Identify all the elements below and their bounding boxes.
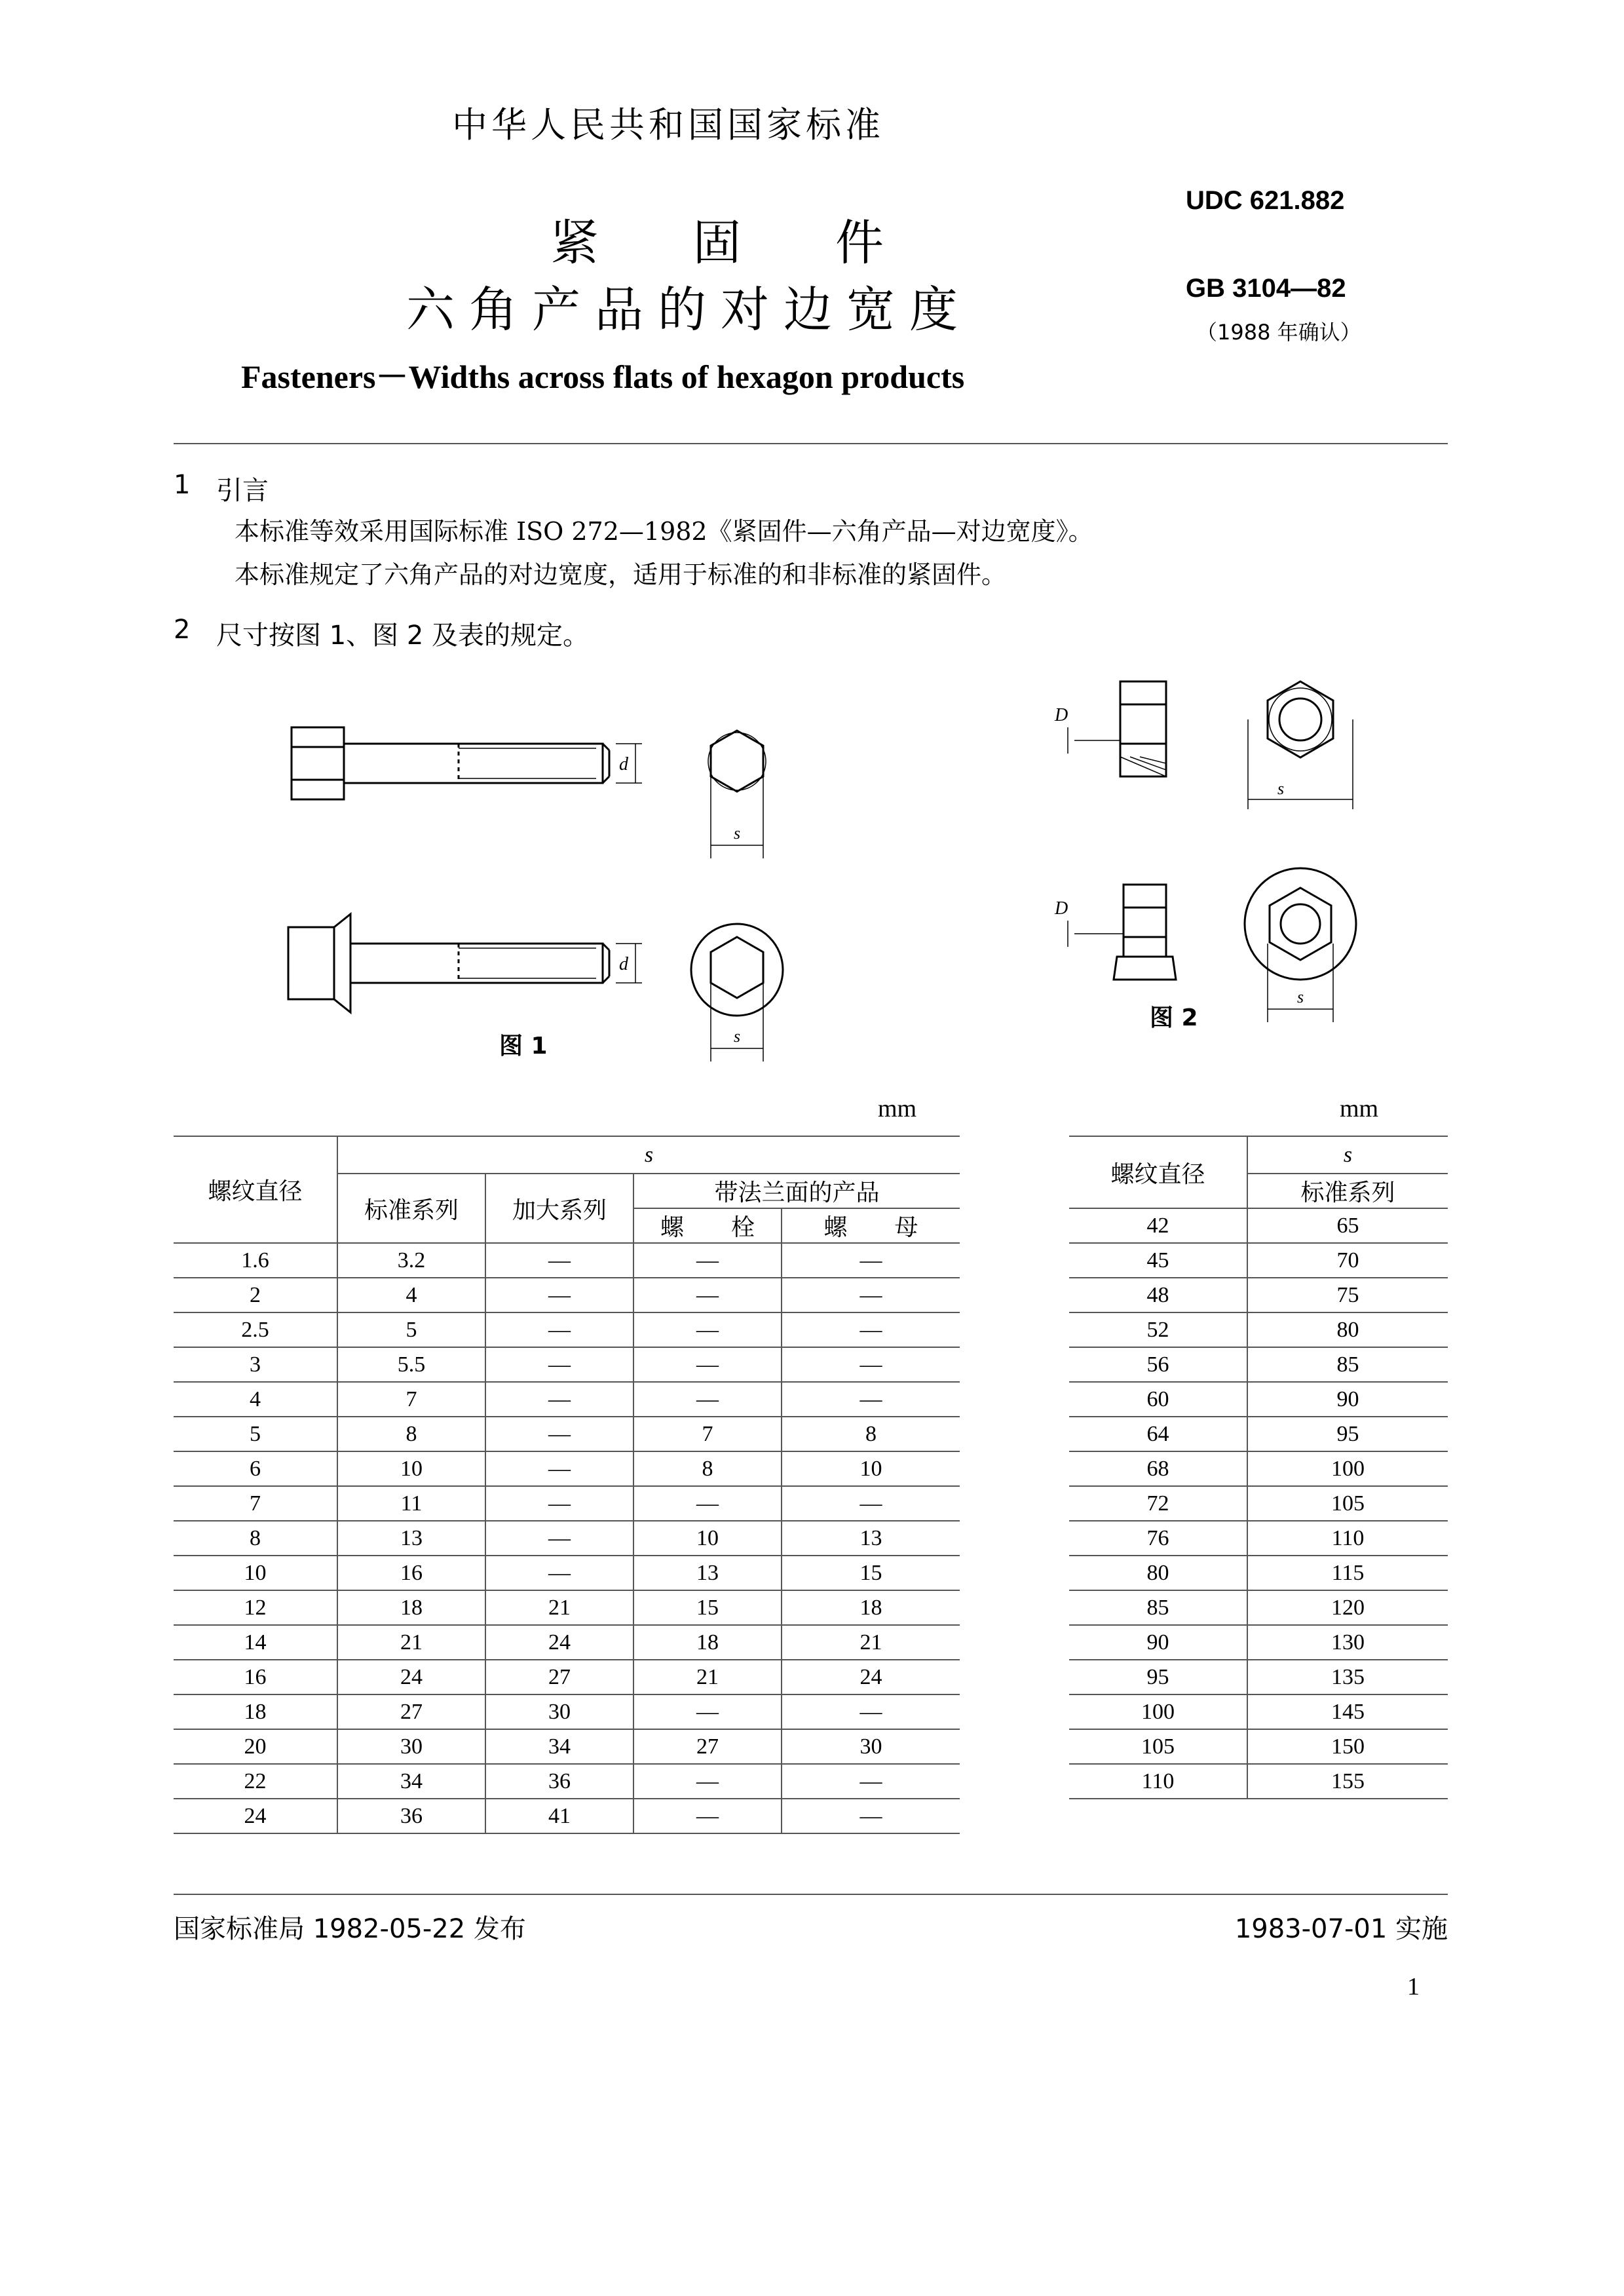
- page-subtitle: 六角产品的对边宽度: [406, 282, 972, 338]
- dimension-s-label: s: [1277, 779, 1285, 798]
- table-cell: 5: [337, 1312, 485, 1347]
- right-table-unit: mm: [1340, 1095, 1379, 1122]
- table-cell: 8: [337, 1417, 485, 1451]
- table-cell: 75: [1247, 1278, 1448, 1312]
- table-cell: 72: [1069, 1486, 1247, 1521]
- table-cell: 5: [174, 1417, 337, 1451]
- header-thread-diameter: 螺纹直径: [174, 1136, 337, 1243]
- left-table-unit: mm: [878, 1095, 917, 1122]
- table-cell: 21: [337, 1625, 485, 1660]
- table-cell: 90: [1247, 1382, 1448, 1417]
- table-cell: 30: [782, 1729, 960, 1764]
- table-cell: —: [782, 1382, 960, 1417]
- flange-nut-end-view: [1245, 868, 1356, 1022]
- figure-1-drawing: [275, 708, 852, 1062]
- section-2-heading: 尺寸按图 1、图 2 及表的规定。: [216, 621, 590, 651]
- table-cell: 85: [1247, 1347, 1448, 1382]
- table-cell: —: [782, 1347, 960, 1382]
- dimension-s-label: s: [1297, 987, 1304, 1006]
- table-cell: 5.5: [337, 1347, 485, 1382]
- table-row: [174, 1590, 960, 1625]
- table-cell: 11: [337, 1486, 485, 1521]
- table-cell: 30: [337, 1729, 485, 1764]
- dimension-s-label: s: [734, 824, 741, 843]
- effective-date: 1983-07-01 实施: [1234, 1914, 1448, 1944]
- table-cell: 20: [174, 1729, 337, 1764]
- table-cell: 13: [337, 1521, 485, 1556]
- figure-2-caption: 图 2: [1150, 1004, 1198, 1031]
- table-cell: 64: [1069, 1417, 1247, 1451]
- table-cell: 7: [174, 1486, 337, 1521]
- section-1-heading: 引言: [216, 476, 269, 506]
- table-row: [1069, 1417, 1448, 1451]
- table-cell: —: [485, 1451, 633, 1486]
- footer-divider: [174, 1894, 1448, 1895]
- table-cell: 76: [1069, 1521, 1247, 1556]
- hex-bolt-end-view: [708, 731, 766, 858]
- table-cell: 135: [1247, 1660, 1448, 1694]
- table-cell: 34: [485, 1729, 633, 1764]
- table-cell: 7: [633, 1417, 782, 1451]
- header-divider: [174, 443, 1448, 444]
- dimension-D-label: D: [1055, 705, 1068, 725]
- table-cell: 56: [1069, 1347, 1247, 1382]
- table-cell: —: [782, 1278, 960, 1312]
- table-cell: 10: [782, 1451, 960, 1486]
- table-cell: 18: [782, 1590, 960, 1625]
- figure-1-caption: 图 1: [499, 1033, 548, 1060]
- table-cell: 4: [174, 1382, 337, 1417]
- table-cell: 42: [1069, 1208, 1247, 1243]
- table-cell: —: [485, 1347, 633, 1382]
- header-nut: 螺 母: [782, 1208, 960, 1243]
- table-cell: 15: [782, 1556, 960, 1590]
- table-cell: —: [782, 1764, 960, 1799]
- table-cell: —: [485, 1556, 633, 1590]
- table-cell: 18: [174, 1694, 337, 1729]
- table-cell: —: [633, 1694, 782, 1729]
- table-cell: 41: [485, 1799, 633, 1833]
- table-cell: —: [782, 1486, 960, 1521]
- table-cell: 21: [782, 1625, 960, 1660]
- table-row: [1069, 1556, 1448, 1590]
- table-cell: 8: [633, 1451, 782, 1486]
- table-cell: —: [633, 1312, 782, 1347]
- table-row: [1069, 1625, 1448, 1660]
- left-widths-table: [174, 1136, 960, 1834]
- table-row: [1069, 1208, 1448, 1243]
- table-cell: 8: [174, 1521, 337, 1556]
- table-row: [1069, 1278, 1448, 1312]
- table-row: [174, 1486, 960, 1521]
- table-cell: 10: [174, 1556, 337, 1590]
- table-cell: 110: [1247, 1521, 1448, 1556]
- table-row: [174, 1417, 960, 1451]
- table-cell: —: [782, 1243, 960, 1278]
- table-cell: 115: [1247, 1556, 1448, 1590]
- table-cell: 100: [1247, 1451, 1448, 1486]
- table-row: [174, 1347, 960, 1382]
- hex-nut-side-view: [1054, 681, 1166, 776]
- table-cell: 85: [1069, 1590, 1247, 1625]
- table-row: [1069, 1729, 1448, 1764]
- table-cell: 52: [1069, 1312, 1247, 1347]
- table-cell: 155: [1247, 1764, 1448, 1799]
- table-cell: 16: [174, 1660, 337, 1694]
- table-cell: —: [633, 1799, 782, 1833]
- dimension-d-label: d: [619, 754, 628, 775]
- dimension-d-label: d: [619, 954, 628, 974]
- table-cell: 22: [174, 1764, 337, 1799]
- table-row: [174, 1243, 960, 1278]
- table-cell: —: [633, 1486, 782, 1521]
- table-cell: 30: [485, 1694, 633, 1729]
- table-cell: 70: [1247, 1243, 1448, 1278]
- table-cell: —: [485, 1417, 633, 1451]
- english-title: Fasteners－Widths across flats of hexagon products: [241, 358, 965, 395]
- table-cell: 18: [337, 1590, 485, 1625]
- gb-number: GB 3104—82: [1186, 274, 1346, 303]
- table-cell: 13: [633, 1556, 782, 1590]
- section-1-paragraph-2: 本标准规定了六角产品的对边宽度，适用于标准的和非标准的紧固件。: [235, 560, 1007, 589]
- table-row: [174, 1556, 960, 1590]
- table-cell: 24: [485, 1625, 633, 1660]
- table-cell: 1.6: [174, 1243, 337, 1278]
- table-cell: —: [633, 1347, 782, 1382]
- table-cell: 3: [174, 1347, 337, 1382]
- table-cell: —: [485, 1382, 633, 1417]
- hex-nut-end-view: [1248, 681, 1353, 809]
- table-cell: 110: [1069, 1764, 1247, 1799]
- table-row: [1069, 1382, 1448, 1417]
- table-row: [174, 1764, 960, 1799]
- table-cell: 12: [174, 1590, 337, 1625]
- flange-bolt-end-view: [691, 924, 783, 1062]
- header-standard-series: 标准系列: [337, 1174, 485, 1243]
- table-cell: 24: [174, 1799, 337, 1833]
- table-cell: 10: [633, 1521, 782, 1556]
- table-cell: 145: [1247, 1694, 1448, 1729]
- table-cell: 13: [782, 1521, 960, 1556]
- table-row: [174, 1694, 960, 1729]
- table-cell: —: [633, 1764, 782, 1799]
- table-cell: 24: [337, 1660, 485, 1694]
- table-row: [1069, 1347, 1448, 1382]
- table-cell: 8: [782, 1417, 960, 1451]
- table-cell: 36: [485, 1764, 633, 1799]
- table-cell: 68: [1069, 1451, 1247, 1486]
- table-row: [1069, 1486, 1448, 1521]
- hex-bolt-side-view: [292, 727, 642, 799]
- table-row: [174, 1729, 960, 1764]
- table-cell: —: [782, 1694, 960, 1729]
- table-cell: —: [485, 1243, 633, 1278]
- flange-nut-side-view: [1054, 885, 1176, 980]
- table-cell: 80: [1069, 1556, 1247, 1590]
- table-cell: 16: [337, 1556, 485, 1590]
- table-cell: —: [485, 1278, 633, 1312]
- table-row: [174, 1312, 960, 1347]
- table-row: [1069, 1451, 1448, 1486]
- table-cell: 21: [633, 1660, 782, 1694]
- header-bolt: 螺 栓: [633, 1208, 782, 1243]
- header-s: s: [1247, 1136, 1448, 1174]
- page-number: 1: [1407, 1973, 1420, 2000]
- table-cell: —: [633, 1382, 782, 1417]
- table-row: [174, 1521, 960, 1556]
- confirmation-note: （1988 年确认）: [1196, 320, 1361, 345]
- header-thread-diameter: 螺纹直径: [1069, 1136, 1247, 1208]
- table-cell: 18: [633, 1625, 782, 1660]
- dimension-D-label: D: [1055, 898, 1068, 919]
- table-cell: 90: [1069, 1625, 1247, 1660]
- table-cell: 130: [1247, 1625, 1448, 1660]
- table-row: [174, 1660, 960, 1694]
- table-cell: 27: [337, 1694, 485, 1729]
- header-flange-products: 带法兰面的产品: [633, 1174, 960, 1208]
- table-cell: —: [485, 1486, 633, 1521]
- table-cell: 7: [337, 1382, 485, 1417]
- table-cell: 45: [1069, 1243, 1247, 1278]
- table-cell: 105: [1069, 1729, 1247, 1764]
- header-s: s: [337, 1136, 960, 1174]
- section-2-number: 2: [174, 615, 191, 645]
- right-widths-table: [1069, 1136, 1448, 1799]
- table-cell: 100: [1069, 1694, 1247, 1729]
- table-row: [174, 1451, 960, 1486]
- table-cell: 15: [633, 1590, 782, 1625]
- table-row: [1069, 1312, 1448, 1347]
- table-cell: 36: [337, 1799, 485, 1833]
- table-row: [174, 1382, 960, 1417]
- table-cell: 14: [174, 1625, 337, 1660]
- table-row: [174, 1799, 960, 1833]
- table-row: [174, 1278, 960, 1312]
- table-cell: —: [782, 1312, 960, 1347]
- table-row: [1069, 1590, 1448, 1625]
- table-cell: 120: [1247, 1590, 1448, 1625]
- table-cell: 65: [1247, 1208, 1448, 1243]
- table-cell: 2: [174, 1278, 337, 1312]
- table-cell: —: [485, 1312, 633, 1347]
- table-row: [1069, 1521, 1448, 1556]
- table-cell: 21: [485, 1590, 633, 1625]
- section-1-number: 1: [174, 470, 191, 500]
- table-cell: 10: [337, 1451, 485, 1486]
- issuing-country-standard: 中华人民共和国国家标准: [452, 104, 884, 145]
- table-cell: —: [782, 1799, 960, 1833]
- figure-2-drawing: [1035, 668, 1382, 1022]
- dimension-s-label: s: [734, 1027, 741, 1046]
- table-cell: 3.2: [337, 1243, 485, 1278]
- table-cell: 48: [1069, 1278, 1247, 1312]
- table-cell: —: [633, 1278, 782, 1312]
- table-row: [174, 1625, 960, 1660]
- table-cell: 150: [1247, 1729, 1448, 1764]
- flange-bolt-side-view: [288, 914, 642, 1012]
- table-cell: —: [633, 1243, 782, 1278]
- page-title: 紧 固 件: [550, 215, 924, 271]
- table-cell: 95: [1247, 1417, 1448, 1451]
- table-row: [1069, 1660, 1448, 1694]
- table-cell: 27: [633, 1729, 782, 1764]
- table-cell: 2.5: [174, 1312, 337, 1347]
- table-row: [1069, 1764, 1448, 1799]
- table-cell: 95: [1069, 1660, 1247, 1694]
- table-cell: —: [485, 1521, 633, 1556]
- issue-date: 国家标准局 1982-05-22 发布: [174, 1914, 526, 1944]
- table-row: [1069, 1694, 1448, 1729]
- table-cell: 4: [337, 1278, 485, 1312]
- header-standard-series: 标准系列: [1247, 1174, 1448, 1208]
- header-enlarged-series: 加大系列: [485, 1174, 633, 1243]
- table-cell: 60: [1069, 1382, 1247, 1417]
- section-1-paragraph-1: 本标准等效采用国际标准 ISO 272—1982《紧固件—六角产品—对边宽度》。: [235, 517, 1093, 546]
- table-cell: 24: [782, 1660, 960, 1694]
- table-cell: 27: [485, 1660, 633, 1694]
- table-row: [1069, 1243, 1448, 1278]
- table-cell: 105: [1247, 1486, 1448, 1521]
- table-cell: 80: [1247, 1312, 1448, 1347]
- udc-code: UDC 621.882: [1186, 186, 1345, 215]
- table-cell: 6: [174, 1451, 337, 1486]
- table-cell: 34: [337, 1764, 485, 1799]
